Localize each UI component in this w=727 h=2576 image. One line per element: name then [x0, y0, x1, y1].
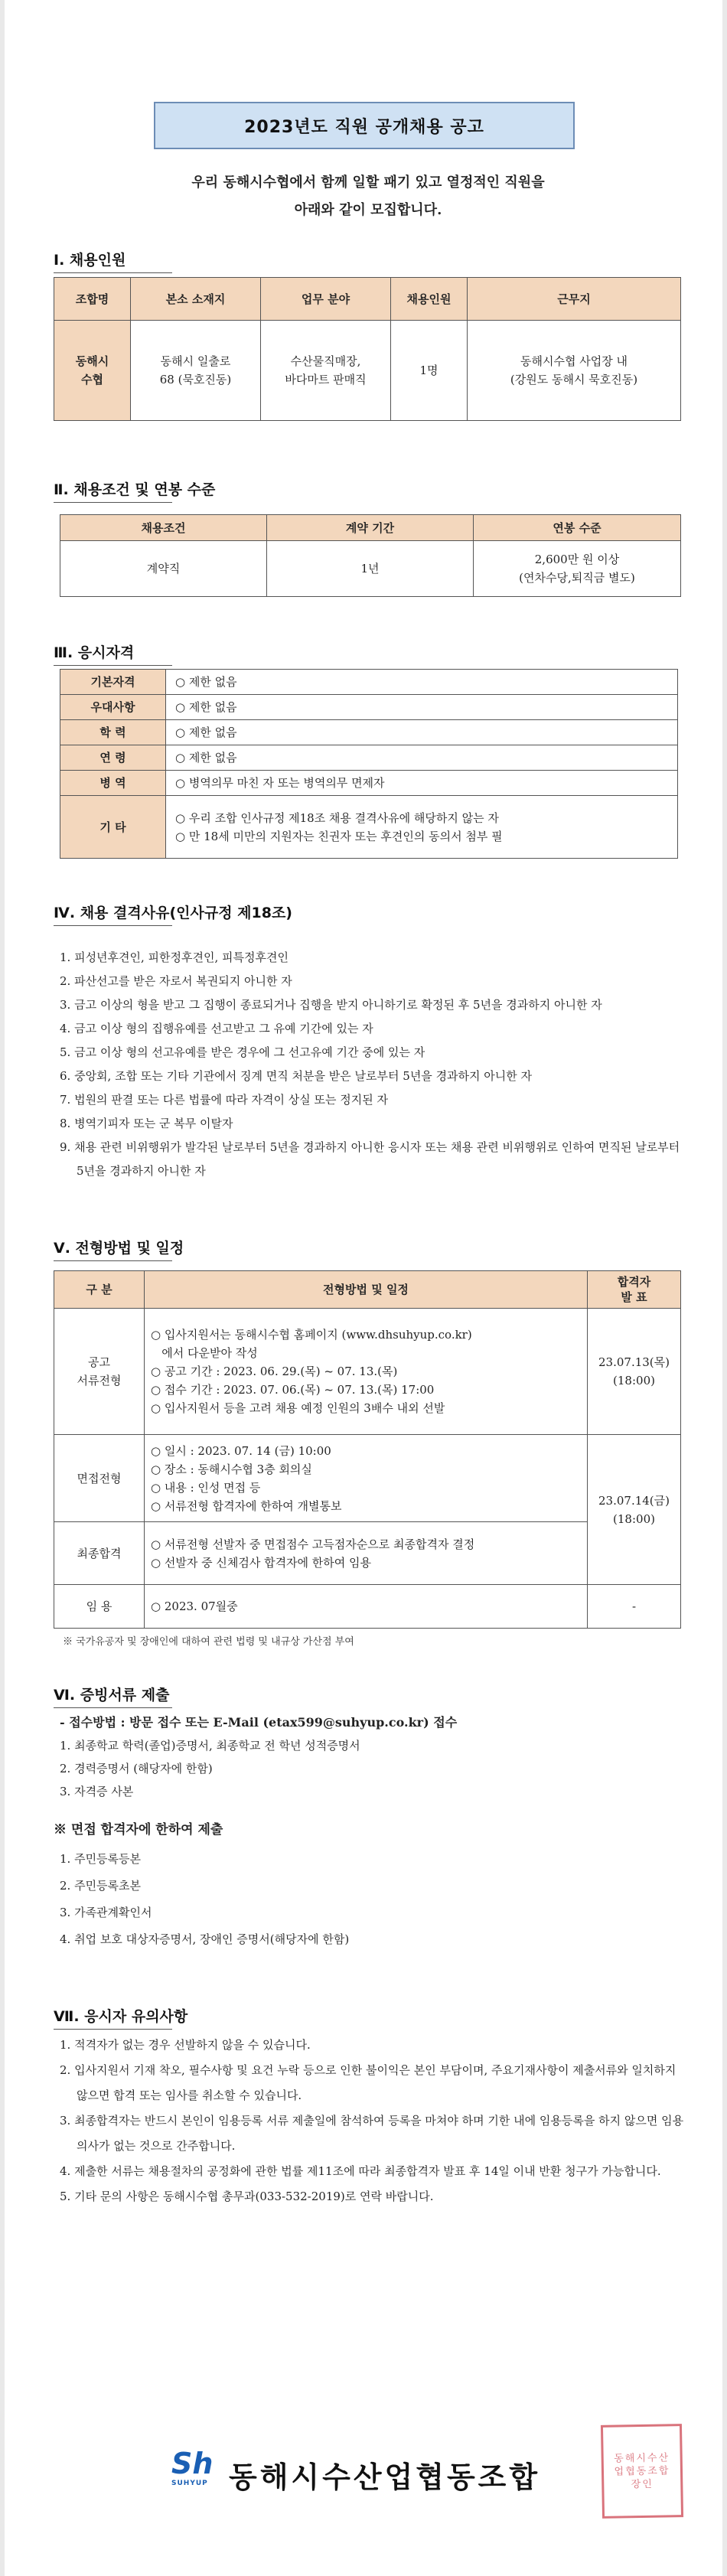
list-item: 2. 경력증명서 (해당자에 한함) — [60, 1762, 213, 1775]
qual-value-other: ○ 우리 조합 인사규정 제18조 채용 결격사유에 해당하지 않는 자 ○ 만 18세 미만의 지원자는 친권자 또는 후견인의 동의서 첨부 필 — [166, 796, 678, 859]
interview-docs-list — [60, 1846, 687, 1953]
th-workplace: 근무지 — [468, 278, 681, 321]
section-4-heading: Ⅳ. 채용 결격사유(인사규정 제18조) — [54, 902, 292, 926]
logo-sub: SUHYUP — [171, 2480, 208, 2487]
section-2-heading: Ⅱ. 채용조건 및 연봉 수준 — [54, 478, 215, 503]
interview-docs-heading: ※ 면접 합격자에 한하여 제출 — [54, 1822, 223, 1837]
condition-table — [60, 514, 681, 597]
th-condition: 채용조건 — [60, 515, 267, 541]
td-location: 동해시 일출로 68 (묵호진동) — [131, 321, 261, 421]
qual-value-military: ○ 병역의무 마친 자 또는 병역의무 면제자 — [166, 771, 678, 796]
td-salary: 2,600만 원 이상 (연차수당,퇴직금 별도) — [474, 541, 681, 597]
th-category: 구 분 — [54, 1271, 145, 1309]
th-period: 계약 기간 — [267, 515, 474, 541]
th-count: 채용인원 — [391, 278, 468, 321]
schedule-label-final: 최종합격 — [54, 1522, 145, 1585]
list-item: 2. 주민등록초본 — [60, 1879, 142, 1893]
list-item: 2. 파산선고를 받은 자로서 복권되지 아니한 자 — [60, 974, 292, 988]
disqualification-list — [60, 946, 687, 1183]
list-item: 1. 피성년후견인, 피한정후견인, 피특정후견인 — [60, 951, 289, 964]
list-item: 4. 취업 보호 대상자증명서, 장애인 증명서(해당자에 한함) — [60, 1932, 350, 1946]
td-field: 수산물직매장, 바다마트 판매직 — [261, 321, 391, 421]
seal-text: 동해시수산업협동조합장인 — [614, 2451, 670, 2490]
section-1-heading: Ⅰ. 채용인원 — [54, 249, 172, 273]
logo-mark-icon: Sh — [171, 2447, 214, 2480]
schedule-label-hire: 임 용 — [54, 1585, 145, 1629]
qual-label-military: 병 역 — [60, 771, 166, 796]
schedule-label-interview: 면접전형 — [54, 1435, 145, 1522]
th-result: 합격자 발 표 — [588, 1271, 681, 1309]
th-location: 본소 소재지 — [131, 278, 261, 321]
td-union: 동해시 수협 — [54, 321, 131, 421]
th-union: 조합명 — [54, 278, 131, 321]
schedule-detail-hire: ○ 2023. 07월중 — [145, 1585, 588, 1629]
schedule-detail-interview: ○ 일시 : 2023. 07. 14 (금) 10:00 ○ 장소 : 동해시수협 3층 회의실 ○ 내용 : 인성 면접 등 ○ 서류전형 합격자에 한하여 개별통보 — [145, 1435, 588, 1522]
list-item: 8. 병역기피자 또는 군 복무 이탈자 — [60, 1117, 233, 1130]
list-item: 2. 입사지원서 기재 착오, 필수사항 및 요건 누락 등으로 인한 불이익은 본인 부담이며, 주요기재사항이 제출서류와 일치하지 않으면 합격 또는 임사를 취소할 수 있습니다. — [60, 2063, 676, 2102]
notice-page — [5, 0, 722, 2576]
suhyup-logo — [171, 2447, 217, 2496]
list-item: 3. 가족관계확인서 — [60, 1906, 152, 1919]
list-item: 1. 적격자가 없는 경우 선발하지 않을 수 있습니다. — [60, 2038, 311, 2052]
qual-value-basic: ○ 제한 없음 — [166, 670, 678, 695]
qual-label-other: 기 타 — [60, 796, 166, 859]
schedule-result-docs: 23.07.13(목) (18:00) — [588, 1309, 681, 1435]
list-item: 5. 금고 이상 형의 선고유예를 받은 경우에 그 선고유예 기간 중에 있는 자 — [60, 1045, 425, 1059]
intro-line-1: 우리 동해시수협에서 함께 일할 패기 있고 열정적인 직원을 — [191, 174, 545, 191]
qual-label-age: 연 령 — [60, 745, 166, 771]
td-count: 1명 — [391, 321, 468, 421]
qual-label-basic: 기본자격 — [60, 670, 166, 695]
list-item: 9. 채용 관련 비위행위가 발각된 날로부터 5년을 경과하지 아니한 응시자 또는 채용 관련 비위행위로 인하여 면직된 날로부터 5년을 경과하지 아니한 자 — [60, 1140, 680, 1178]
qual-label-education: 학 력 — [60, 720, 166, 745]
qual-label-preference: 우대사항 — [60, 695, 166, 720]
list-item: 1. 주민등록등본 — [60, 1852, 142, 1866]
schedule-detail-final: ○ 서류전형 선발자 중 면접점수 고득점자순으로 최종합격자 결정 ○ 선발자 중 신체검사 합격자에 한하여 임용 — [145, 1522, 588, 1585]
org-name: 동해시수산업협동조합 — [229, 2460, 541, 2494]
list-item: 3. 금고 이상의 형을 받고 그 집행이 종료되거나 집행을 받지 아니하기로 확정된 후 5년을 경과하지 아니한 자 — [60, 998, 602, 1012]
list-item: 4. 제출한 서류는 채용절차의 공정화에 관한 법률 제11조에 따라 최종합격자 발표 후 14일 이내 반환 청구가 가능합니다. — [60, 2164, 661, 2178]
official-seal-icon — [601, 2424, 683, 2519]
td-workplace: 동해시수협 사업장 내 (강원도 동해시 묵호진동) — [468, 321, 681, 421]
section-3-heading: Ⅲ. 응시자격 — [54, 641, 172, 666]
qual-value-education: ○ 제한 없음 — [166, 720, 678, 745]
schedule-detail-docs: ○ 입사지원서는 동해시수협 홈페이지 (www.dhsuhyup.co.kr) 에서 다운받아 작성 ○ 공고 기간 : 2023. 06. 29.(목) ~ 07. 13.(목) ○ 접수 기간 : 2023. 07. 06.(목) ~ 07. 13.(목) 17:00 ○ 입사지원서 등을 고려 채용 예정 인원의 3배수 내외 선발 — [145, 1309, 588, 1435]
section-6-heading: Ⅵ. 증빙서류 제출 — [54, 1684, 172, 1708]
section-5-heading: Ⅴ. 전형방법 및 일정 — [54, 1237, 184, 1261]
schedule-label-docs: 공고 서류전형 — [54, 1309, 145, 1435]
list-item: 7. 법원의 판결 또는 다른 법률에 따라 자격이 상실 또는 정지된 자 — [60, 1093, 389, 1107]
list-item: 4. 금고 이상 형의 집행유예를 선고받고 그 유예 기간에 있는 자 — [60, 1022, 373, 1035]
schedule-table — [54, 1270, 681, 1629]
list-item: 6. 중앙회, 조합 또는 기타 기관에서 징계 면직 처분을 받은 날로부터 5년을 경과하지 아니한 자 — [60, 1069, 533, 1083]
schedule-result-interview: 23.07.14(금) (18:00) — [588, 1435, 681, 1585]
qual-value-preference: ○ 제한 없음 — [166, 695, 678, 720]
section-7-heading: Ⅶ. 응시자 유의사항 — [54, 2005, 187, 2030]
list-item: 3. 최종합격자는 반드시 본인이 임용등록 서류 제출일에 참석하여 등록을 마쳐야 하며 기한 내에 임용등록을 하지 않으면 임용 의사가 없는 것으로 간주합니다. — [60, 2114, 684, 2153]
td-period: 1년 — [267, 541, 474, 597]
th-field: 업무 분야 — [261, 278, 391, 321]
recruit-table — [54, 277, 681, 421]
schedule-note: ※ 국가유공자 및 장애인에 대하여 관련 법령 및 내규상 가산점 부여 — [63, 1636, 354, 1648]
qual-value-age: ○ 제한 없음 — [166, 745, 678, 771]
notice-list — [60, 2033, 687, 2209]
list-item: 3. 자격증 사본 — [60, 1785, 134, 1798]
schedule-result-hire: - — [588, 1585, 681, 1629]
document-list — [60, 1734, 687, 1803]
qualification-table — [60, 669, 678, 859]
submission-method: - 접수방법 : 방문 접수 또는 E-Mail (etax599@suhyup.co.kr) 접수 — [60, 1715, 458, 1730]
th-method: 전형방법 및 일정 — [145, 1271, 588, 1309]
list-item: 5. 기타 문의 사항은 동해시수협 총무과(033-532-2019)로 연락 바랍니다. — [60, 2190, 434, 2203]
th-salary: 연봉 수준 — [474, 515, 681, 541]
td-condition: 계약직 — [60, 541, 267, 597]
page-title: 2023년도 직원 공개채용 공고 — [154, 102, 575, 149]
intro-line-2: 아래와 같이 모집합니다. — [294, 202, 442, 218]
list-item: 1. 최종학교 학력(졸업)증명서, 최종학교 전 학년 성적증명서 — [60, 1739, 360, 1753]
